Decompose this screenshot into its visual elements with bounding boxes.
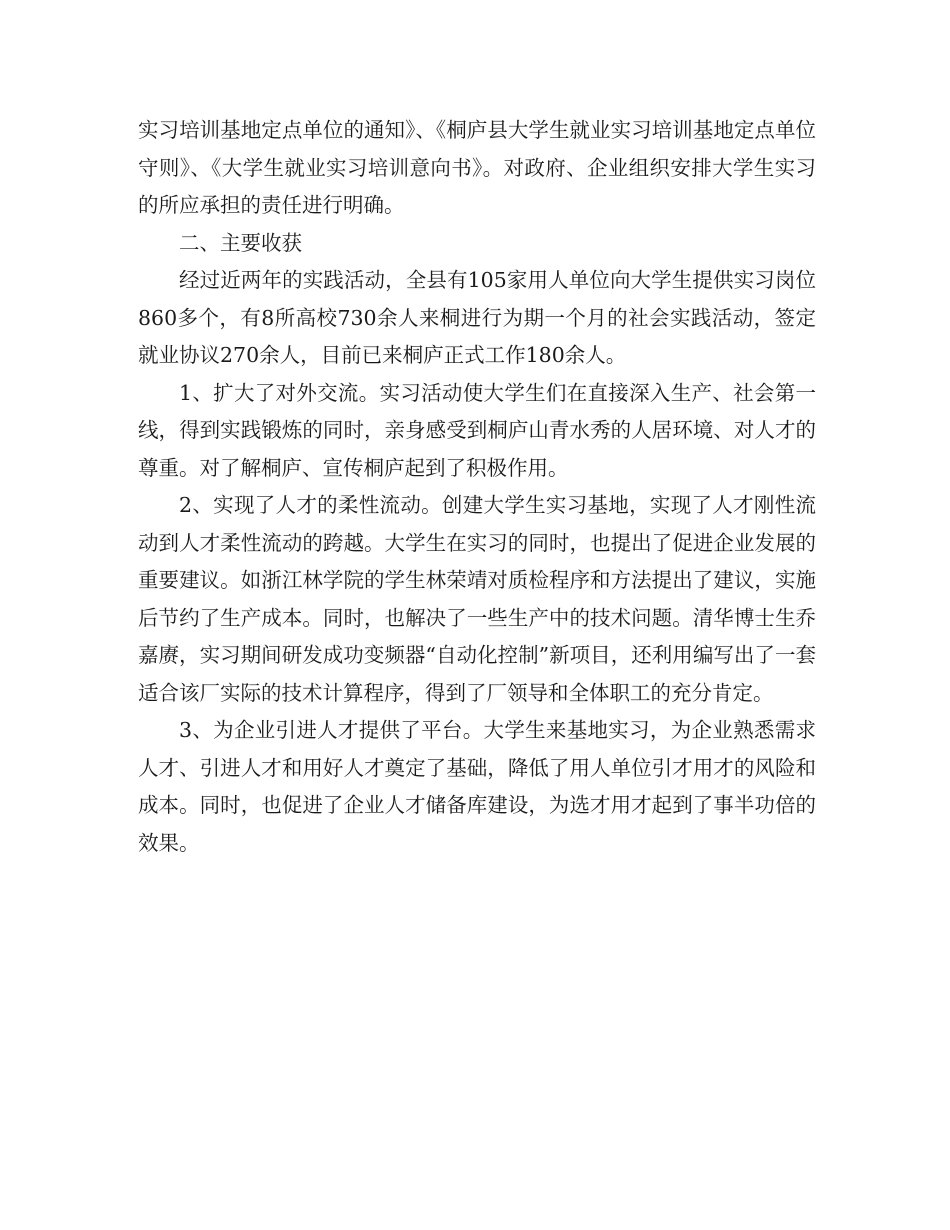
paragraph-point-1: 1、扩大了对外交流。实习活动使大学生们在直接深入生产、社会第一线，得到实践锻炼的同时，亲身感受到桐庐山青水秀的人居环境、对人才的尊重。对了解桐庐、宣传桐庐起到了积极作用。 (138, 380, 816, 480)
section-heading-main-gains: 二、主要收获 (179, 230, 302, 255)
paragraph-notice-continuation: 实习培训基地定点单位的通知》、《桐庐县大学生就业实习培训基地定点单位守则》、《大学生就业实习培训意向书》。对政府、企业组织安排大学生实习的所应承担的责任进行明确。 (138, 118, 816, 217)
paragraph-overview: 经过近两年的实践活动，全县有105家用人单位向大学生提供实习岗位860多个，有8所高校730余人来桐进行为期一个月的社会实践活动，签定就业协议270余人，目前已来桐庐正式工作180余人。 (138, 268, 816, 367)
document-body (138, 112, 816, 862)
paragraph-point-3: 3、为企业引进人才提供了平台。大学生来基地实习，为企业熟悉需求人才、引进人才和用好人才奠定了基础，降低了用人单位引才用才的风险和成本。同时，也促进了企业人才储备库建设，为选才用才起到了事半功倍的效果。 (138, 718, 816, 855)
paragraph-point-2: 2、实现了人才的柔性流动。创建大学生实习基地，实现了人才刚性流动到人才柔性流动的跨越。大学生在实习的同时，也提出了促进企业发展的重要建议。如浙江林学院的学生林荣靖对质检程序和方法提出了建议，实施后节约了生产成本。同时，也解决了一些生产中的技术问题。清华博士生乔嘉赓，实习期间研发成功变频器“自动化控制”新项目，还利用编写出了一套适合该厂实际的技术计算程序，得到了厂领导和全体职工的充分肯定。 (138, 493, 816, 705)
